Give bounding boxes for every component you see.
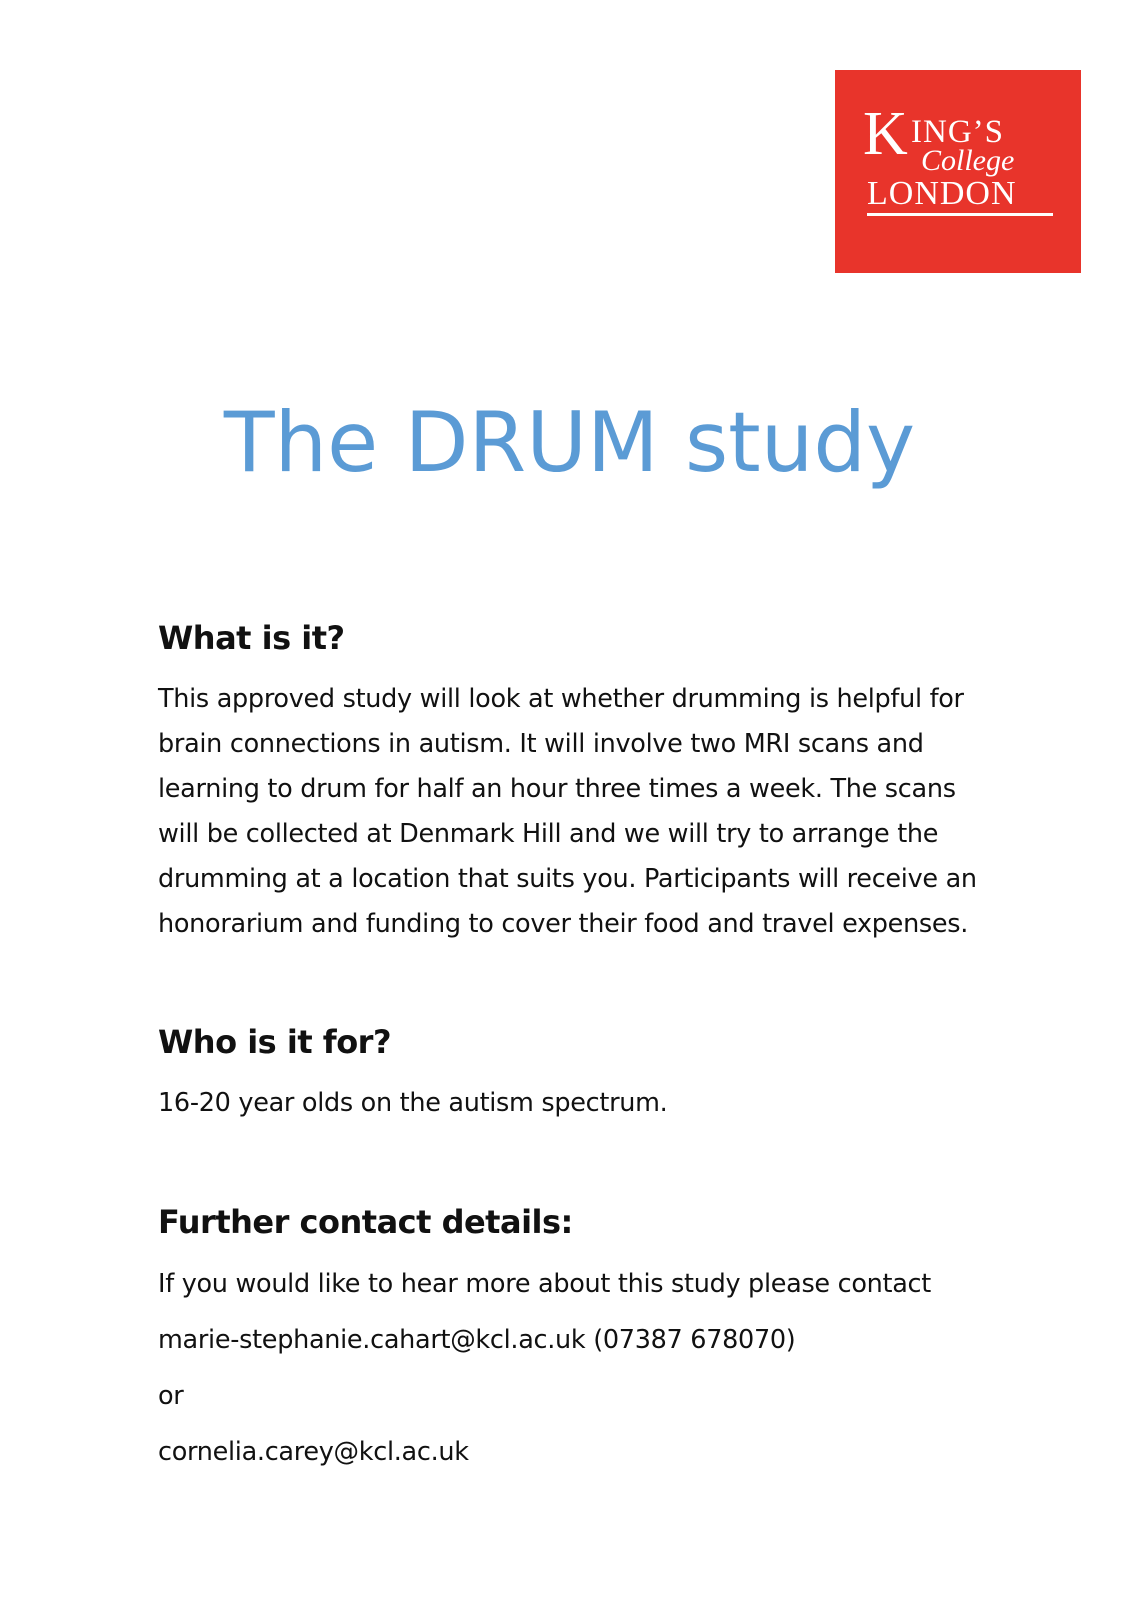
contact-1-wrap: [158, 1320, 988, 1360]
logo-underline: [867, 213, 1053, 216]
contact-email-1[interactable]: marie-stephanie.cahart@kcl.ac.uk (07387 678070): [158, 1325, 796, 1355]
page-title: The DRUM study: [223, 394, 916, 491]
section-who-is-it-for: [158, 1022, 988, 1062]
contact-2-wrap: [158, 1432, 988, 1472]
section-contact: [158, 1202, 988, 1242]
what-line-1: This approved study will look at whether drumming is helpful for: [158, 684, 964, 714]
section-heading-what: What is it?: [158, 619, 345, 657]
section-heading-who: Who is it for?: [158, 1023, 392, 1061]
what-line-6: honorarium and funding to cover their food and travel expenses.: [158, 909, 969, 939]
section-what-is-it: [158, 618, 988, 658]
section-what-body: [158, 677, 988, 947]
section-who-body: [158, 1083, 988, 1123]
contact-separator: or: [158, 1381, 184, 1411]
contact-intro-wrap: [158, 1264, 988, 1304]
section-heading-contact: Further contact details:: [158, 1203, 573, 1241]
logo-graphic: [835, 70, 1081, 273]
what-line-5: drumming at a location that suits you. Participants will receive an: [158, 864, 977, 894]
contact-intro: If you would like to hear more about this study please contact: [158, 1269, 931, 1299]
who-body-text: 16-20 year olds on the autism spectrum.: [158, 1088, 668, 1118]
what-line-3: learning to drum for half an hour three times a week. The scans: [158, 774, 956, 804]
kings-college-london-logo: [835, 70, 1081, 273]
contact-email-2[interactable]: cornelia.carey@kcl.ac.uk: [158, 1437, 469, 1467]
logo-line3: LONDON: [867, 175, 1017, 212]
logo-line2: College: [921, 144, 1015, 177]
logo-k-initial: K: [863, 100, 908, 168]
contact-or-wrap: [158, 1376, 988, 1416]
what-line-2: brain connections in autism. It will involve two MRI scans and: [158, 729, 924, 759]
logo-line1: ING’S: [911, 114, 1004, 150]
what-line-4: will be collected at Denmark Hill and we will try to arrange the: [158, 819, 939, 849]
